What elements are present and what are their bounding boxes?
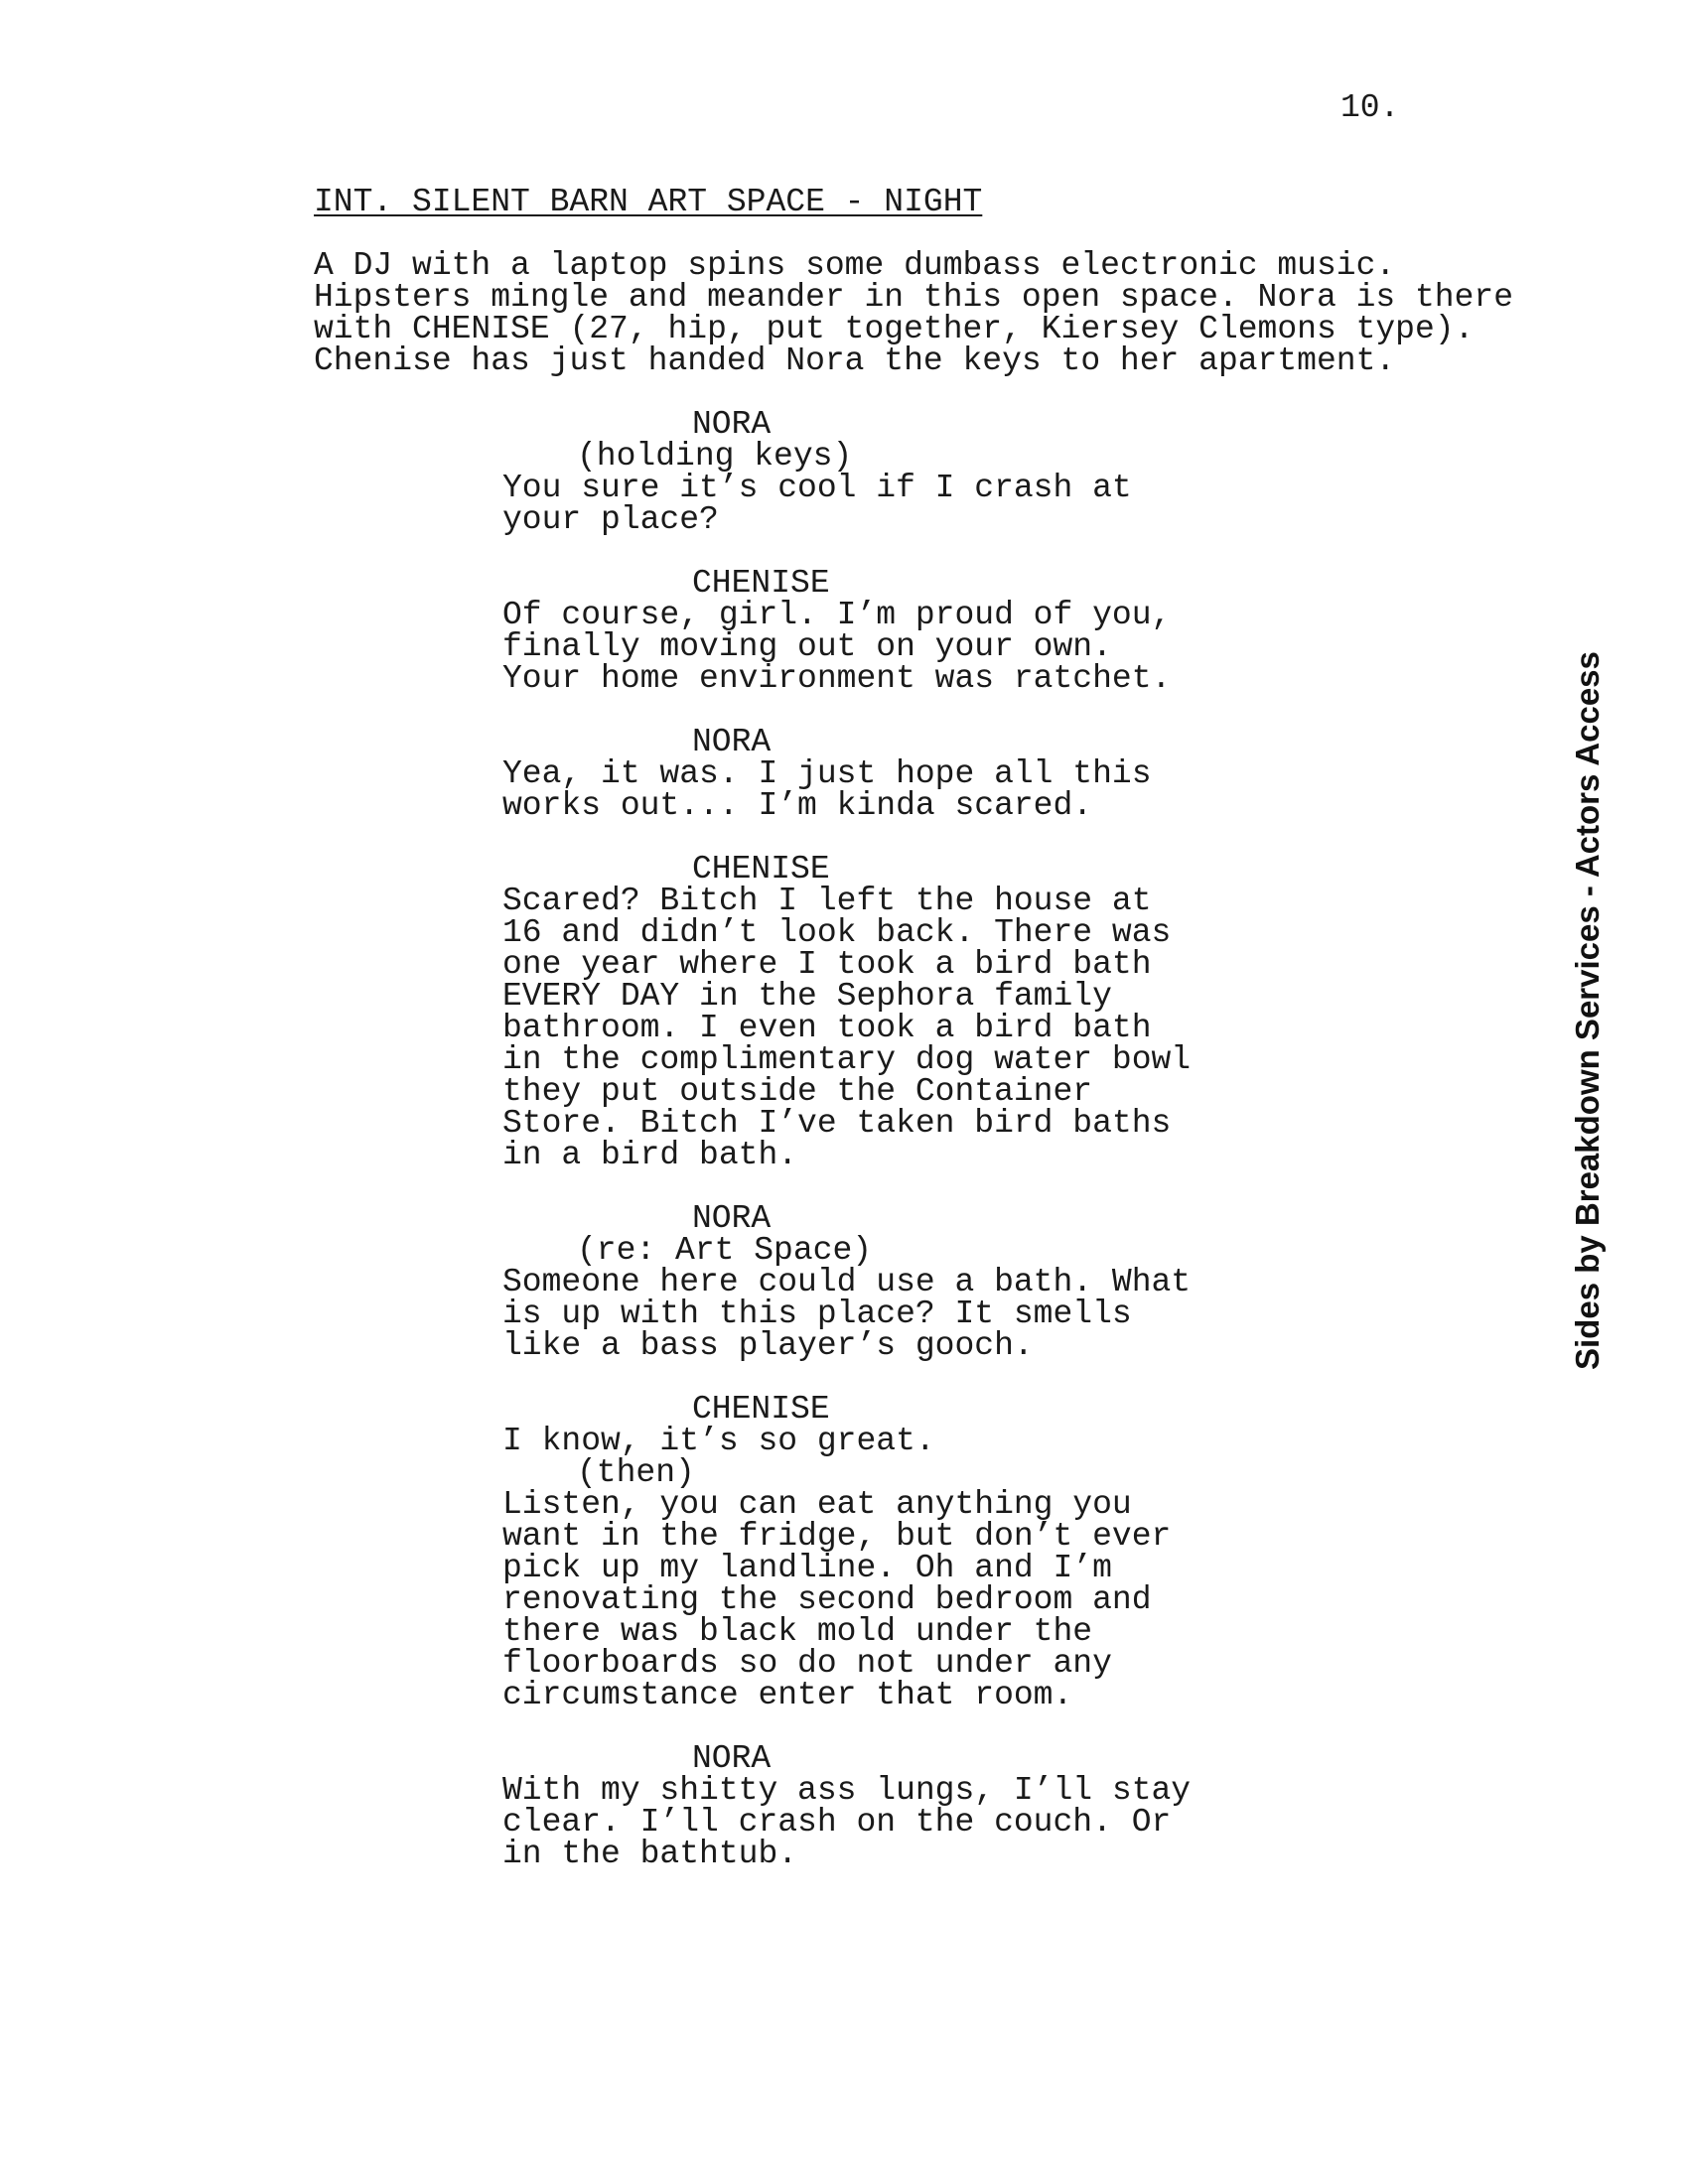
dialogue-line: You sure it’s cool if I crash at (502, 470, 1132, 506)
character-line: NORA (692, 406, 772, 443)
blank-line (314, 695, 1466, 727)
dialogue-line: I know, it’s so great. (502, 1423, 935, 1459)
dialogue-line: With my shitty ass lungs, I’ll stay (502, 1772, 1192, 1809)
dialogue-line: is up with this place? It smells (502, 1296, 1132, 1332)
blank-line (314, 1711, 1466, 1743)
character-line: NORA (692, 1740, 772, 1777)
blank-line (314, 1171, 1466, 1203)
paren-line: (re: Art Space) (577, 1232, 873, 1269)
dialogue-line: your place? (502, 501, 719, 538)
character-line: NORA (692, 1200, 772, 1237)
scene-heading-line: INT. SILENT BARN ART SPACE - NIGHT (314, 184, 983, 220)
page-number: 10. (1340, 89, 1400, 126)
dialogue-line: Listen, you can eat anything you (502, 1486, 1132, 1523)
action-line: Chenise has just handed Nora the keys to her apartment. (314, 342, 1396, 379)
dialogue-line: works out... I’m kinda scared. (502, 787, 1093, 824)
blank-line (314, 218, 1466, 250)
blank-line (314, 822, 1466, 854)
blank-line (314, 1362, 1466, 1394)
dialogue-line: there was black mold under the (502, 1613, 1093, 1650)
dialogue-line: Yea, it was. I just hope all this (502, 755, 1152, 792)
paren-line: (holding keys) (577, 438, 853, 475)
dialogue-line: bathroom. I even took a bird bath (502, 1010, 1152, 1046)
dialogue-line: circumstance enter that room. (502, 1677, 1073, 1713)
dialogue-line: Someone here could use a bath. What (502, 1264, 1192, 1300)
dialogue-line: one year where I took a bird bath (502, 946, 1152, 983)
paren-line: (then) (577, 1454, 695, 1491)
dialogue-line: Your home environment was ratchet. (502, 660, 1172, 697)
character-line: CHENISE (692, 851, 830, 887)
dialogue-line: renovating the second bedroom and (502, 1581, 1152, 1618)
blank-line (314, 536, 1466, 568)
dialogue-line: in the complimentary dog water bowl (502, 1041, 1192, 1078)
dialogue-line: floorboards so do not under any (502, 1645, 1112, 1682)
dialogue-line: Store. Bitch I’ve taken bird baths (502, 1105, 1172, 1142)
dialogue-line: they put outside the Container (502, 1073, 1093, 1110)
watermark: Sides by Breakdown Services - Actors Access (1569, 651, 1606, 1370)
character-line: NORA (692, 724, 772, 760)
action-line: A DJ with a laptop spins some dumbass electronic music. (314, 247, 1396, 284)
blank-line (314, 377, 1466, 409)
action-line: with CHENISE (27, hip, put together, Kiersey Clemons type). (314, 311, 1475, 347)
dialogue-line: Of course, girl. I’m proud of you, (502, 597, 1172, 633)
dialogue-line: like a bass player’s gooch. (502, 1327, 1034, 1364)
dialogue-line: clear. I’ll crash on the couch. Or (502, 1804, 1172, 1841)
action-line: Hipsters mingle and meander in this open space. Nora is there (314, 279, 1513, 316)
dialogue-line: 16 and didn’t look back. There was (502, 914, 1172, 951)
dialogue-line: finally moving out on your own. (502, 628, 1112, 665)
dialogue-line: in a bird bath. (502, 1137, 798, 1173)
dialogue-line: in the bathtub. (502, 1836, 798, 1872)
script-body (314, 184, 1513, 1872)
character-line: CHENISE (692, 1391, 830, 1428)
dialogue-line: pick up my landline. Oh and I’m (502, 1550, 1112, 1586)
character-line: CHENISE (692, 565, 830, 602)
dialogue-line: want in the fridge, but don’t ever (502, 1518, 1172, 1555)
dialogue-line: Scared? Bitch I left the house at (502, 883, 1152, 919)
dialogue-line: EVERY DAY in the Sephora family (502, 978, 1112, 1015)
